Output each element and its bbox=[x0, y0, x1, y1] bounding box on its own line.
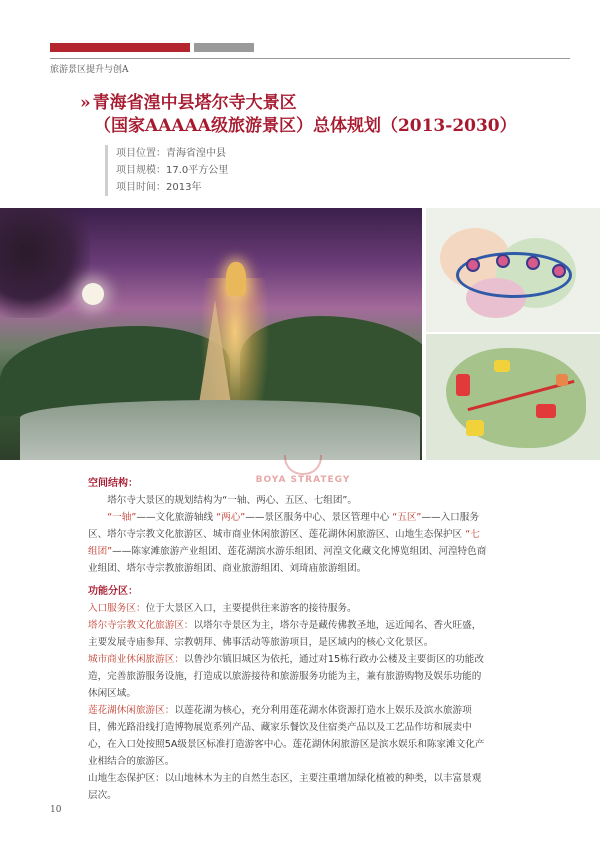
map-spot bbox=[494, 360, 510, 372]
structure-map-image bbox=[426, 208, 600, 332]
map-node bbox=[496, 254, 510, 268]
tree-silhouette bbox=[0, 208, 90, 318]
zone-item: 城市商业休闲旅游区：以鲁沙尔镇旧城区为依托，通过对15栋行政办公楼及主要街区的功能改造，完善旅游服务设施，打造成以旅游接待和旅游服务功能为主，兼有旅游购物及娱乐功能的休闲区域。 bbox=[88, 654, 484, 699]
zones-heading: 功能分区： bbox=[88, 586, 138, 597]
page-title bbox=[80, 92, 580, 138]
spatial-detail: “一轴”——文化旅游轴线 “两心”——景区服务中心、景区管理中心 “五区”——入口服务区、塔尔寺宗教文化旅游区、城市商业休闲旅游区、莲花湖休闲旅游区、山地生态保护区 “七组团”——陈家滩旅游产业组团、莲花湖滨水游乐组团、河湟文化藏文化博览组团、河湟特色商业组团、塔尔寺宗教旅游组团、商业旅游组团、刘琦庙旅游组团。 bbox=[88, 512, 487, 574]
map-node bbox=[526, 256, 540, 270]
watermark: BOYA STRATEGY bbox=[248, 455, 358, 485]
zone-item: 莲花湖休闲旅游区：以莲花湖为核心，充分利用莲花湖水体资源打造水上娱乐及滨水旅游项目，佛光路沿线打造博物展览系列产品、藏家乐餐饮及住宿类产品以及工艺品作坊和展卖中心，在入口处按照5A级景区标准打造游客中心。莲花湖休闲旅游区是滨水娱乐和陈家滩文化产业相结合的旅游区。 bbox=[88, 705, 485, 767]
spatial-heading: 空间结构： bbox=[88, 478, 138, 489]
meta-location: 项目位置：青海省湟中县 bbox=[116, 148, 226, 159]
running-title: 旅游景区提升与创A bbox=[50, 65, 129, 75]
plaza bbox=[20, 400, 420, 460]
page-number: 10 bbox=[50, 805, 62, 815]
meta-scale: 项目规模：17.0平方公里 bbox=[116, 165, 229, 176]
watermark-shield-icon bbox=[284, 455, 322, 475]
map-node bbox=[552, 264, 566, 278]
buddha-statue-icon bbox=[226, 262, 246, 296]
map-spot bbox=[556, 374, 568, 386]
header-red-bar bbox=[50, 43, 190, 52]
title-line-1: 青海省湟中县塔尔寺大景区 bbox=[92, 93, 297, 113]
zoning-map-image bbox=[426, 334, 600, 460]
spatial-intro: 塔尔寺大景区的规划结构为“一轴、两心、五区、七组团”。 bbox=[107, 495, 357, 506]
title-line-2: （国家AAAAA级旅游景区）总体规划（2013-2030） bbox=[94, 116, 517, 136]
map-spot bbox=[456, 374, 470, 396]
zone-item: 入口服务区：位于大景区入口，主要提供往来游客的接待服务。 bbox=[88, 603, 357, 614]
moon-icon bbox=[82, 283, 104, 305]
zone-item: 塔尔寺宗教文化旅游区：以塔尔寺景区为主，塔尔寺是藏传佛教圣地，远近闻名、香火旺盛，主要发展寺庙参拜、宗教朝拜、佛事活动等旅游项目，是区域内的核心文化景区。 bbox=[88, 620, 482, 648]
map-node bbox=[466, 258, 480, 272]
title-chevron-icon: » bbox=[80, 93, 91, 113]
hero-rendering-image bbox=[0, 208, 422, 460]
header-rule bbox=[50, 58, 570, 59]
meta-time: 项目时间：2013年 bbox=[116, 182, 202, 193]
zone-item: 山地生态保护区：以山地林木为主的自然生态区，主要注重增加绿化植被的种类，以丰富景观层次。 bbox=[88, 773, 482, 801]
header-gray-bar bbox=[194, 43, 254, 52]
map-spot bbox=[466, 420, 484, 436]
body-text bbox=[88, 475, 488, 804]
map-spot bbox=[536, 404, 556, 418]
project-meta bbox=[105, 145, 228, 196]
